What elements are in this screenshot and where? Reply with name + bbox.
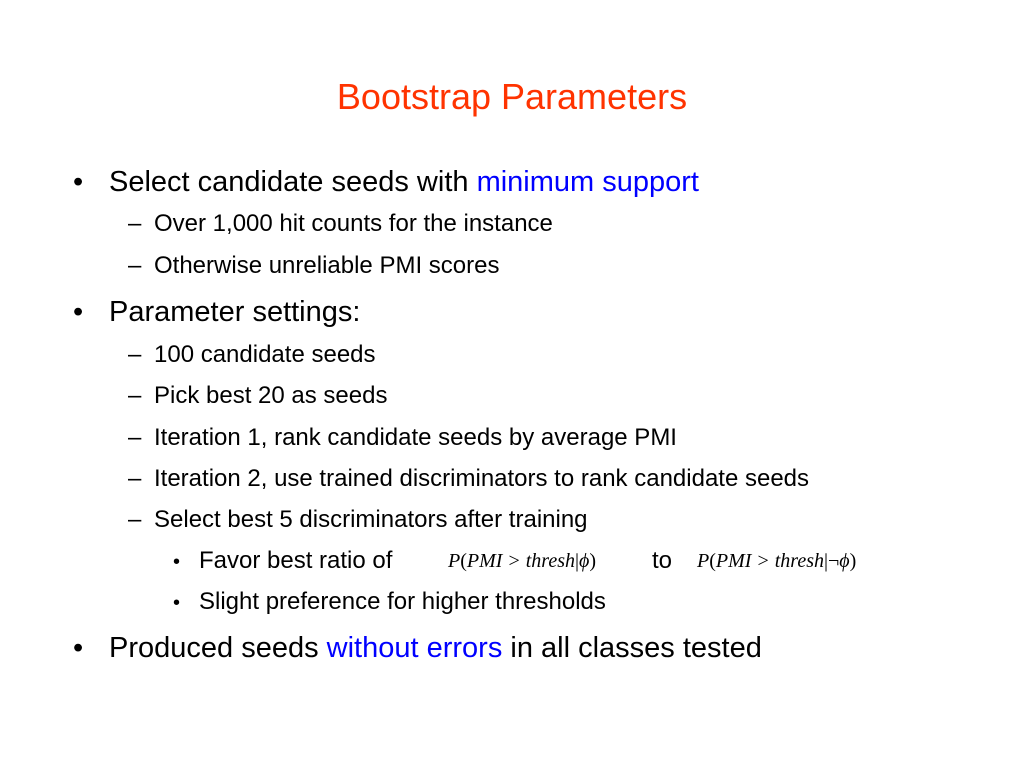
bullet-text: Parameter settings: [109, 296, 361, 328]
dash-marker: – [128, 210, 142, 237]
sub-bullet-text: Iteration 1, rank candidate seeds by average PMI [154, 424, 677, 451]
sub-bullet-text: Iteration 2, use trained discriminators to rank candidate seeds [154, 465, 810, 492]
bullet-text-after: in all classes tested [502, 632, 762, 664]
bullet-marker: • [73, 166, 84, 198]
sub-bullet-text: Over 1,000 hit counts for the instance [154, 210, 553, 237]
slide-title: Bootstrap Parameters [336, 76, 688, 117]
formula-pmi-given-not-phi: P(PMI > thresh|¬ϕ) [697, 550, 857, 572]
subsub-bullet-text: Favor best ratio of [199, 547, 393, 574]
bullet-marker: • [173, 592, 181, 614]
highlight-minimum-support: minimum support [476, 166, 699, 198]
sub-bullet-text: Pick best 20 as seeds [154, 382, 388, 409]
formula-pmi-given-phi: P(PMI > thresh|ϕ) [448, 550, 597, 572]
bullet-marker: • [73, 632, 84, 664]
bullet-marker: • [73, 296, 84, 328]
subsub-bullet-text: Slight preference for higher thresholds [199, 588, 606, 615]
bullet-text [109, 165, 699, 199]
sub-bullet-text: Otherwise unreliable PMI scores [154, 252, 500, 279]
bullet-text [109, 631, 762, 665]
bullet-text-before: Select candidate seeds with [109, 166, 477, 198]
dash-marker: – [128, 341, 142, 368]
dash-marker: – [128, 506, 142, 533]
sub-bullet-text: Select best 5 discriminators after training [154, 506, 588, 533]
bullet-marker: • [173, 551, 181, 573]
formula-connector-text: to [652, 547, 673, 574]
dash-marker: – [128, 252, 142, 279]
highlight-without-errors: without errors [326, 632, 503, 664]
dash-marker: – [128, 424, 142, 451]
sub-bullet-text: 100 candidate seeds [154, 341, 376, 368]
bullet-text-before: Produced seeds [109, 632, 327, 664]
dash-marker: – [128, 465, 142, 492]
dash-marker: – [128, 382, 142, 409]
